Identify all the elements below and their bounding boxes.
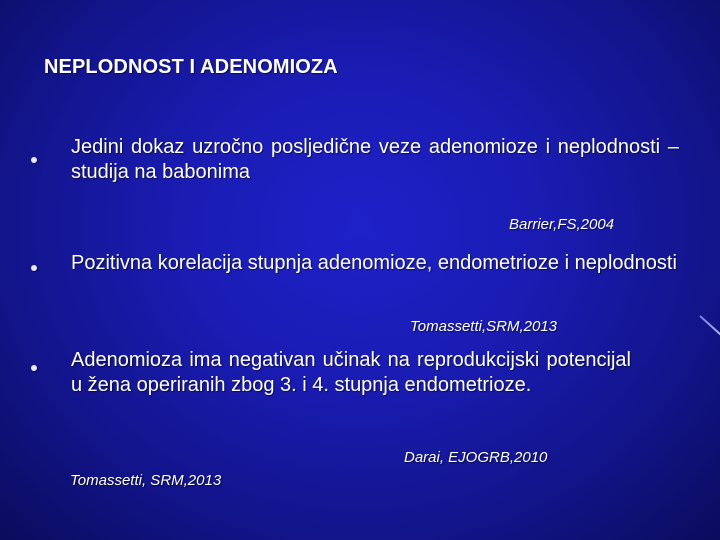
citation-1: Barrier,FS,2004 xyxy=(509,216,615,233)
footer-citation: Tomassetti, SRM,2013 xyxy=(70,472,222,489)
slide-title: NEPLODNOST I ADENOMIOZA xyxy=(44,56,338,78)
bullet-text-1: Jedini dokaz uzročno posljedične veze adenomioze i neplodnosti – studija na babonima xyxy=(71,136,679,183)
bullet-point-icon xyxy=(31,157,37,163)
citation-3: Darai, EJOGRB,2010 xyxy=(404,449,548,466)
bullet-text-2: Pozitivna korelacija stupnja adenomioze, endometrioze i neplodnosti xyxy=(71,252,677,274)
bullet-text-3: Adenomioza ima negativan učinak na reprodukcijski potencijal u žena operiranih zbog 3. i 4. stupnja endometrioze. xyxy=(71,349,631,396)
decorative-line xyxy=(699,315,720,337)
bullet-point-icon xyxy=(31,365,37,371)
bullet-point-icon xyxy=(31,265,37,271)
citation-2: Tomassetti,SRM,2013 xyxy=(410,318,558,335)
